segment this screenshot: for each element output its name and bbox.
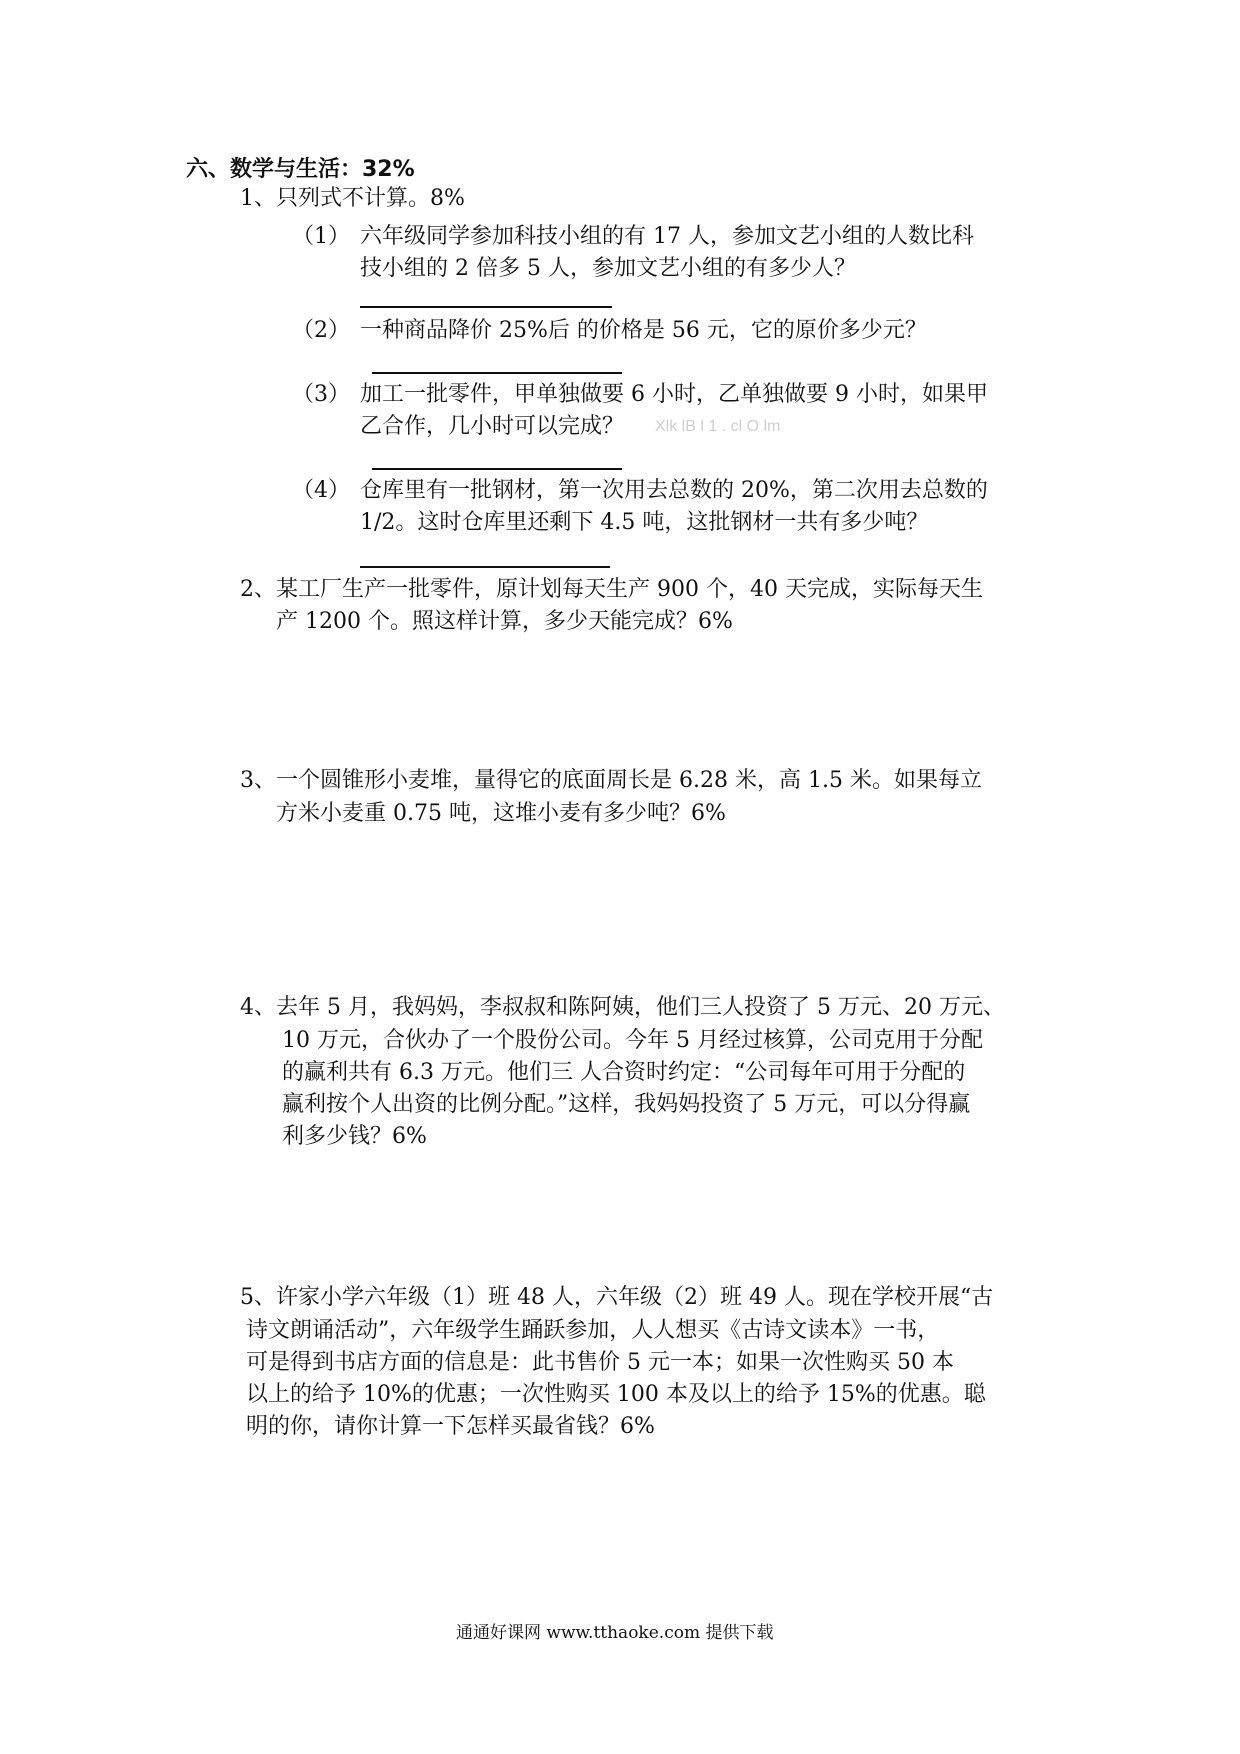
question-3-line-1: 3、一个圆锥形小麦堆，量得它的底面周长是 6.28 米，高 1.5 米。如果每立 bbox=[240, 768, 982, 793]
sub-question-4-line-1: 仓库里有一批钢材，第一次用去总数的 20%，第二次用去总数的 bbox=[360, 478, 988, 503]
section-title: 六、数学与生活：32% bbox=[186, 157, 415, 182]
sub-question-4-line-2: 1/2。这时仓库里还剩下 4.5 吨，这批钢材一共有多少吨？ bbox=[360, 510, 929, 535]
question-2-line-2: 产 1200 个。照这样计算，多少天能完成？6% bbox=[276, 609, 733, 634]
question-5-line-1: 5、许家小学六年级（1）班 48 人，六年级（2）班 49 人。现在学校开展“古 bbox=[240, 1285, 994, 1310]
sub-question-4-number: （4） bbox=[292, 478, 350, 503]
question-4-line-1: 4、去年 5 月，我妈妈，李叔叔和陈阿姨，他们三人投资了 5 万元、20 万元、 bbox=[240, 995, 1005, 1020]
sub-question-3-line-1: 加工一批零件，甲单独做要 6 小时，乙单独做要 9 小时，如果甲 bbox=[360, 382, 988, 407]
answer-line-4 bbox=[360, 566, 610, 568]
sub-question-2-line-1: 一种商品降价 25%后 的价格是 56 元，它的原价多少元？ bbox=[360, 318, 927, 343]
question-5-line-3: 可是得到书店方面的信息是：此书售价 5 元一本；如果一次性购买 50 本 bbox=[246, 1350, 954, 1375]
sub-question-1-line-2: 技小组的 2 倍多 5 人，参加文艺小组的有多少人？ bbox=[360, 256, 856, 281]
answer-line-2 bbox=[372, 372, 622, 374]
question-4-line-4: 赢利按个人出资的比例分配。”这样，我妈妈投资了 5 万元，可以分得赢 bbox=[282, 1092, 971, 1117]
question-4-line-5: 利多少钱？6% bbox=[282, 1124, 427, 1149]
footer-text: 通通好课网 www.tthaoke.com 提供下载 bbox=[456, 1623, 774, 1643]
sub-question-3-line-2: 乙合作，几小时可以完成？ bbox=[360, 414, 625, 439]
question-5-line-5: 明的你，请你计算一下怎样买最省钱？6% bbox=[246, 1414, 655, 1439]
question-5-line-4: 以上的给予 10%的优惠；一次性购买 100 本及以上的给予 15%的优惠。聪 bbox=[246, 1382, 986, 1407]
question-5-line-2: 诗文朗诵活动”，六年级学生踊跃参加，人人想买《古诗文读本》一书， bbox=[246, 1318, 940, 1343]
answer-line-1 bbox=[360, 306, 612, 308]
question-4-line-3: 的赢利共有 6.3 万元。他们三 人合资时约定：“公司每年可用于分配的 bbox=[282, 1060, 966, 1085]
question-3-line-2: 方米小麦重 0.75 吨，这堆小麦有多少吨？6% bbox=[276, 801, 726, 826]
question-4-line-2: 10 万元，合伙办了一个股份公司。今年 5 月经过核算，公司克用于分配 bbox=[282, 1028, 983, 1053]
sub-question-1-number: （1） bbox=[292, 224, 350, 249]
watermark: Xlk lB l 1 . cl O lm bbox=[655, 418, 781, 435]
sub-question-1-line-1: 六年级同学参加科技小组的有 17 人，参加文艺小组的人数比科 bbox=[360, 224, 974, 249]
sub-question-3-number: （3） bbox=[292, 382, 350, 407]
question-2-line-1: 2、某工厂生产一批零件，原计划每天生产 900 个，40 天完成，实际每天生 bbox=[240, 577, 983, 602]
sub-question-2-number: （2） bbox=[292, 318, 350, 343]
question-1-title: 1、只列式不计算。8% bbox=[240, 186, 465, 211]
answer-line-3 bbox=[372, 468, 622, 470]
